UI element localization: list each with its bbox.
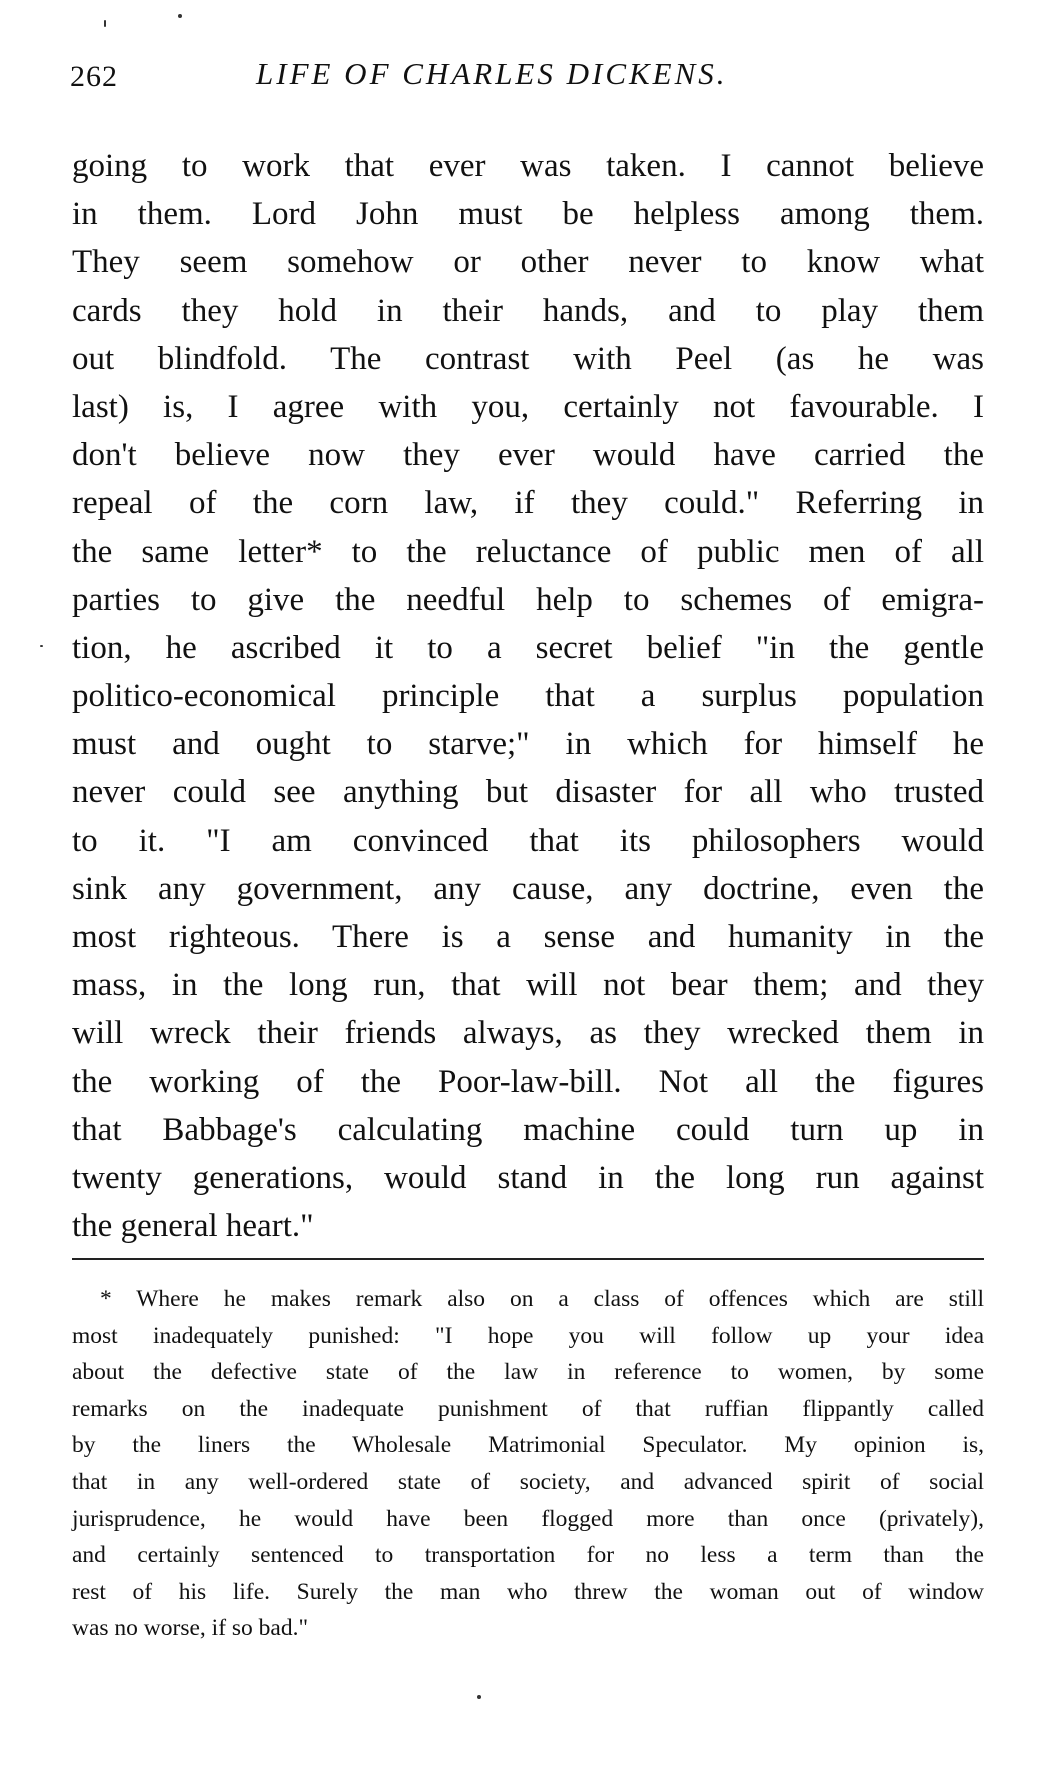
footnote-line: that in any well-ordered state of society, and advanced spirit of social [72,1468,984,1495]
text-line: will wreck their friends always, as they wrecked them in [72,1015,984,1052]
footnote-line: most inadequately punished: "I hope you will follow up your idea [72,1322,984,1349]
text-line: the working of the Poor-law-bill. Not all the figures [72,1063,984,1100]
text-line: sink any government, any cause, any doctrine, even the [72,870,984,907]
footnote-line: by the liners the Wholesale Matrimonial Speculator. My opinion is, [72,1432,984,1459]
text-line: most righteous. There is a sense and humanity in the [72,919,984,955]
footnote-line: about the defective state of the law in reference to women, by some [72,1359,984,1386]
text-line: going to work that ever was taken. I cannot believe [72,148,984,184]
ink-speck [477,1695,481,1699]
page-number: 262 [70,60,118,93]
text-line: must and ought to starve;" in which for himself he [72,726,984,763]
text-line: repeal of the corn law, if they could." Referring in [72,485,984,522]
body-text [72,142,984,1250]
footnote [72,1281,984,1647]
text-line: out blindfold. The contrast with Peel (as he was [72,340,984,377]
text-line: the general heart." [72,1208,314,1245]
text-line: They seem somehow or other never to know what [72,244,984,281]
text-line: parties to give the needful help to schemes of emigra- [72,581,984,618]
footnote-line: jurisprudence, he would have been flogged more than once (privately), [72,1505,984,1532]
text-line: don't believe now they ever would have carried the [72,437,984,474]
ink-speck [178,14,182,18]
text-line: to it. "I am convinced that its philosophers would [72,822,984,859]
footnote-line: rest of his life. Surely the man who threw the woman out of window [72,1578,984,1605]
ink-speck [104,20,106,27]
footnote-line: and certainly sentenced to transportation for no less a term than the [72,1542,984,1569]
text-line: cards they hold in their hands, and to play them [72,292,984,329]
text-line: never could see anything but disaster for all who trusted [72,774,984,811]
footnote-line: remarks on the inadequate punishment of that ruffian flippantly called [72,1395,984,1422]
text-line: that Babbage's calculating machine could turn up in [72,1111,984,1148]
page-header [70,54,990,102]
footnote-line: was no worse, if so bad." [72,1615,309,1642]
text-line: in them. Lord John must be helpless among them. [72,196,984,233]
text-line: mass, in the long run, that will not bear them; and they [72,967,984,1004]
text-line: tion, he ascribed it to a secret belief "in the gentle [72,629,984,666]
text-line: politico-economical principle that a surplus population [72,678,984,715]
text-line: last) is, I agree with you, certainly not favourable. I [72,388,984,425]
text-line: twenty generations, would stand in the long run against [72,1159,984,1196]
text-line: the same letter* to the reluctance of public men of all [72,533,984,570]
footnote-divider [72,1258,984,1260]
ink-speck [40,645,43,647]
running-title: LIFE OF CHARLES DICKENS. [256,56,728,91]
footnote-line: * Where he makes remark also on a class of offences which are still [100,1286,984,1312]
